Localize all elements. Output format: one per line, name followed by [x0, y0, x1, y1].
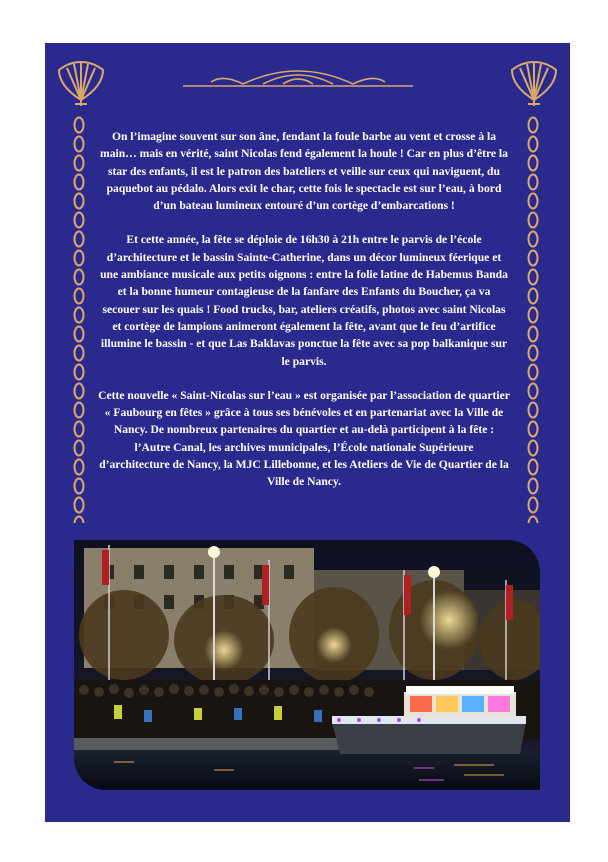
chain-link: [529, 517, 538, 524]
chain-link: [529, 498, 538, 513]
chain-link: [529, 118, 538, 133]
chain-link: [75, 479, 84, 494]
chain-link: [75, 517, 84, 524]
chain-link: [75, 156, 84, 171]
festival-photo: [74, 540, 540, 790]
chain-link: [75, 194, 84, 209]
paragraph-1: On l’imagine souvent sur son âne, fendant la foule barbe au vent et crosse à la main… mais en vérité, saint Nicolas fend également la houle ! Car en plus d’être la star des enfants, il est le patron des bateliers et veille sur ceux qui naviguent, du paquebot au pédalo. Alors exit le char, cette fois le spectacle est sur l’eau, à bord d’un bateau lumineux entouré d’un cortège d’embarcations !: [100, 130, 508, 213]
chain-link: [75, 327, 84, 342]
chain-link: [75, 422, 84, 437]
chain-link: [75, 289, 84, 304]
chain-border-icon: [72, 113, 86, 523]
chain-link: [75, 270, 84, 285]
chain-link: [75, 232, 84, 247]
chain-link: [529, 194, 538, 209]
chain-link: [529, 346, 538, 361]
chain-link: [75, 213, 84, 228]
chain-link: [529, 251, 538, 266]
chain-link: [75, 365, 84, 380]
chain-link: [75, 384, 84, 399]
chain-link: [529, 479, 538, 494]
chain-link: [529, 175, 538, 190]
chain-link: [529, 365, 538, 380]
chain-link: [75, 137, 84, 152]
chain-link: [529, 422, 538, 437]
chain-link: [75, 460, 84, 475]
chain-link: [529, 384, 538, 399]
chain-link: [529, 308, 538, 323]
chain-link: [75, 175, 84, 190]
chain-link: [529, 460, 538, 475]
chain-link: [529, 270, 538, 285]
chain-link: [529, 156, 538, 171]
chain-link: [75, 251, 84, 266]
chain-link: [529, 327, 538, 342]
chain-link: [529, 137, 538, 152]
chain-link: [529, 289, 538, 304]
chain-link: [529, 441, 538, 456]
fan-ornament-icon: [55, 56, 107, 108]
chain-link: [75, 308, 84, 323]
chain-link: [529, 213, 538, 228]
chain-link: [75, 498, 84, 513]
chain-link: [75, 118, 84, 133]
top-ornament-icon: [183, 64, 413, 94]
chain-link: [75, 403, 84, 418]
chain-border-icon: [526, 113, 540, 523]
article-body: [98, 128, 510, 508]
chain-link: [529, 403, 538, 418]
paragraph-3: Cette nouvelle « Saint-Nicolas sur l’eau » est organisée par l’association de quartier « Faubourg en fêtes » grâce à tous ses bénévoles et en partenariat avec la Ville de Nancy. De nombreux partenaires du quartier et au-delà participent à la fête : l’Autre Canal, les archives municipales, l’École nationale Supérieure d’architecture de Nancy, la MJC Lillebonne, et les Ateliers de Vie de Quartier de la Ville de Nancy.: [98, 388, 510, 489]
fan-ornament-icon: [508, 56, 560, 108]
chain-link: [75, 441, 84, 456]
chain-link: [529, 232, 538, 247]
chain-link: [75, 346, 84, 361]
paragraph-2: Et cette année, la fête se déploie de 16h30 à 21h entre le parvis de l’école d’architecture et le bassin Sainte-Catherine, dans un décor lumineux féerique et une ambiance musicale aux petits oignons : entre la folie latine de Habemus Banda et la bonne humeur contagieuse de la fanfare des Enfants du Boucher, ça va secouer sur les quais ! Food trucks, bar, ateliers créatifs, photos avec saint Nicolas et cortège de lampions animeront également la fête, avant que le feu d’artifice illumine le bassin - et que Las Baklavas ponctue la fête avec sa pop balkanique sur le parvis.: [100, 233, 508, 368]
